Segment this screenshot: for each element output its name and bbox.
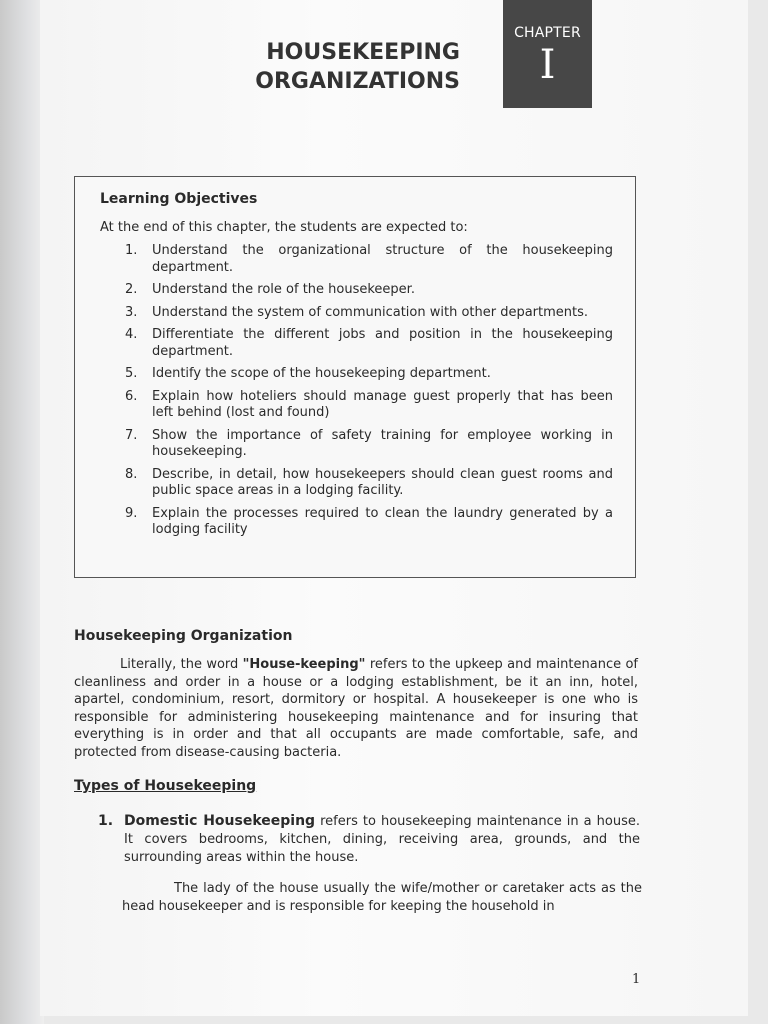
objective-text: Describe, in detail, how housekeepers should clean guest rooms and public space areas in a lodging facility. bbox=[152, 466, 613, 498]
page-gutter-shadow bbox=[0, 0, 44, 1024]
section-heading: Housekeeping Organization bbox=[74, 628, 293, 644]
chapter-label: CHAPTER bbox=[514, 25, 581, 41]
chapter-title-line-2: ORGANIZATIONS bbox=[255, 69, 460, 94]
objective-number: 2. bbox=[125, 282, 138, 297]
objective-number: 9. bbox=[125, 505, 138, 521]
objective-item bbox=[125, 467, 613, 500]
type-item-term: Domestic Housekeeping bbox=[124, 813, 316, 829]
objective-item bbox=[125, 282, 613, 299]
type-item-body bbox=[98, 812, 640, 867]
paragraph-body: refers to the upkeep and maintenance of cleanliness and order in a house or a lodging establishment, be it an inn, hotel, apartel, condominium, resort, dormitory or hospital. A housekeeper is one who is responsible for administering housekeeping maintenance and for insuring that everything is in order and that all occupants are made comfortable, safe, and protected from disease-causing bacteria. bbox=[74, 657, 638, 760]
objective-text: Understand the role of the housekeeper. bbox=[152, 282, 415, 297]
learning-objectives-box bbox=[74, 176, 636, 578]
objectives-intro: At the end of this chapter, the students are expected to: bbox=[100, 220, 468, 235]
paragraph-lead: Literally, the word bbox=[120, 657, 243, 672]
objective-item bbox=[125, 366, 613, 383]
objective-item bbox=[125, 389, 613, 422]
objective-number: 7. bbox=[125, 427, 138, 443]
objective-item bbox=[125, 243, 613, 276]
section-paragraph bbox=[74, 656, 638, 761]
types-heading: Types of Housekeeping bbox=[74, 778, 257, 794]
objective-number: 8. bbox=[125, 466, 138, 482]
objective-number: 3. bbox=[125, 304, 138, 320]
objective-text: Understand the organizational structure of the housekeeping department. bbox=[152, 243, 613, 275]
type-item-paragraph bbox=[122, 880, 642, 916]
type-item-text: refers to housekeeping maintenance in a house. It covers bedrooms, kitchen, dining, receiving area, grounds, and the surrounding areas within the house. bbox=[124, 814, 640, 865]
objective-item bbox=[125, 428, 613, 461]
objective-item bbox=[125, 327, 613, 360]
objective-item bbox=[125, 506, 613, 539]
type-item-domestic bbox=[98, 812, 640, 867]
objective-number: 4. bbox=[125, 327, 138, 342]
paragraph-term: "House-keeping" bbox=[242, 657, 366, 672]
chapter-badge bbox=[503, 0, 592, 108]
objective-number: 1. bbox=[125, 243, 138, 258]
objective-text: Explain the processes required to clean the laundry generated by a lodging facility bbox=[152, 505, 613, 537]
objective-text: Explain how hoteliers should manage guest properly that has been left behind (lost and found) bbox=[152, 388, 613, 420]
objective-item bbox=[125, 305, 613, 322]
objective-number: 6. bbox=[125, 388, 138, 404]
objective-text: Identify the scope of the housekeeping department. bbox=[152, 366, 491, 381]
chapter-title bbox=[220, 38, 460, 96]
objectives-list bbox=[125, 243, 613, 545]
type-item-number: 1. bbox=[98, 813, 114, 829]
objective-text: Differentiate the different jobs and position in the housekeeping department. bbox=[152, 327, 613, 359]
page-number: 1 bbox=[632, 972, 641, 987]
objective-text: Understand the system of communication with other departments. bbox=[152, 304, 589, 320]
chapter-number: I bbox=[539, 42, 556, 88]
objective-number: 5. bbox=[125, 366, 138, 381]
objectives-title: Learning Objectives bbox=[100, 191, 258, 207]
chapter-title-line-1: HOUSEKEEPING bbox=[266, 40, 460, 65]
type-item-paragraph-text: The lady of the house usually the wife/mother or caretaker acts as the head housekeeper and is responsible for keeping the household in bbox=[122, 881, 642, 914]
objective-text: Show the importance of safety training for employee working in housekeeping. bbox=[152, 427, 613, 459]
